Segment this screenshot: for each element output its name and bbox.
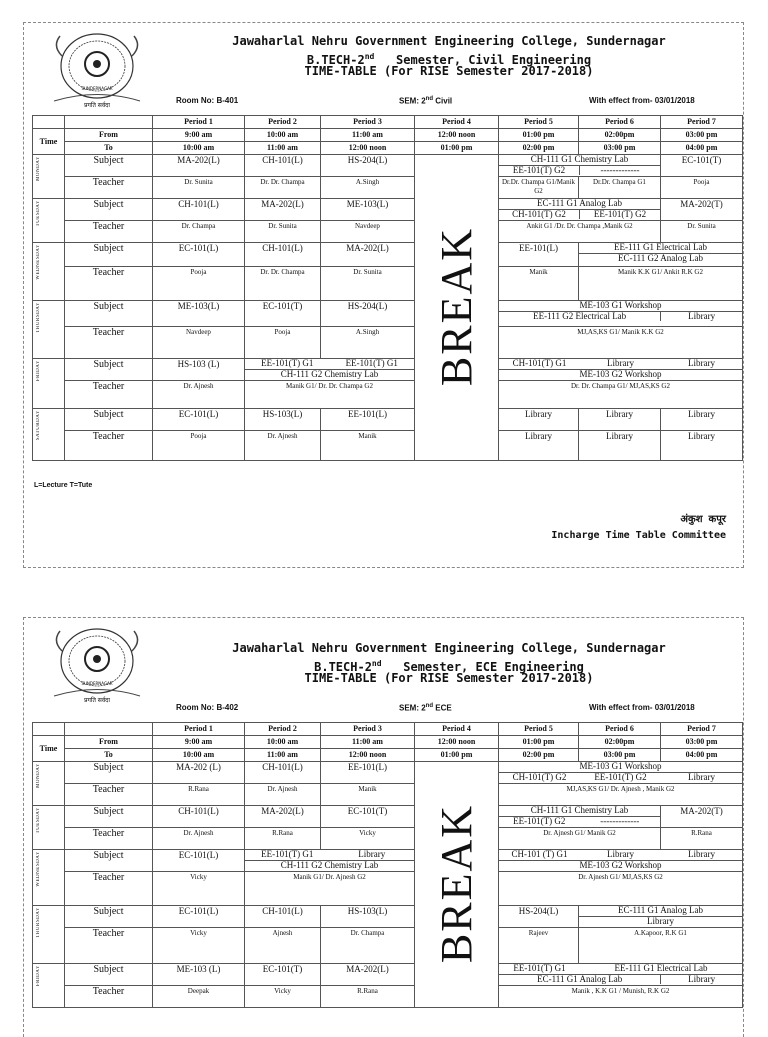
subject-split: EE-101(T) G1 [345, 358, 398, 368]
sem-suffix: Civil [433, 96, 453, 106]
subject-cell [499, 199, 661, 221]
period-header: Period 2 [245, 723, 321, 736]
teacher-cell: Manik G1/ Dr. Ajnesh G2 [245, 872, 415, 906]
row-label-subject: Subject [65, 243, 153, 267]
to-time: 11:00 am [245, 142, 321, 155]
teacher-cell: A.Kapoor, R.K G1 [579, 928, 743, 964]
row-label-teacher: Teacher [65, 784, 153, 806]
row-label-teacher: Teacher [65, 177, 153, 199]
row-label-subject: Subject [65, 762, 153, 784]
row-label-teacher: Teacher [65, 381, 153, 409]
subject-split: EC-111 G1 Analog Lab [537, 974, 623, 984]
to-time: 04:00 pm [661, 749, 743, 762]
teacher-cell: Library [499, 431, 579, 461]
to-time: 04:00 pm [661, 142, 743, 155]
from-time: 9:00 am [153, 736, 245, 749]
logo-motto: प्रगति सर्वदा [84, 102, 110, 109]
time-label: Time [33, 736, 65, 762]
subject-cell: CH-101(L) [245, 155, 321, 177]
subject-cell: ME-103(L) [153, 301, 245, 327]
sem-sup: nd [425, 703, 434, 709]
subject-cell: MA-202 (L) [153, 762, 245, 784]
signature-title: Incharge Time Table Committee [551, 530, 726, 541]
room-number: Room No: B-401 [176, 96, 239, 105]
to-time: 02:00 pm [499, 142, 579, 155]
teacher-cell: Navdeep [321, 221, 415, 243]
to-time: 02:00 pm [499, 749, 579, 762]
to-label: To [65, 749, 153, 762]
logo-place: SUNDERNAGAR [81, 86, 113, 91]
program-sup: nd [364, 52, 375, 61]
lab-line: ME-103 G2 Workshop [499, 860, 742, 870]
period-header: Period 5 [499, 116, 579, 129]
logo-place: SUNDERNAGAR [81, 681, 113, 686]
lab-line: CH-111 G1 Chemistry Lab [530, 805, 629, 815]
subject-cell: CH-101(L) [153, 806, 245, 828]
subject-cell [245, 850, 415, 872]
lab-line: EE-111 G1 Electrical Lab [613, 242, 708, 252]
to-time: 01:00 pm [415, 142, 499, 155]
subject-split: Library [688, 772, 715, 782]
subject-split: Library [358, 849, 386, 859]
from-time: 02:00pm [579, 129, 661, 142]
subject-cell: EC-101(L) [153, 409, 245, 431]
day-label: SATURDAY [36, 410, 41, 441]
day-label: FRIDAY [36, 965, 41, 987]
period-header: Period 3 [321, 723, 415, 736]
row-label-subject: Subject [65, 964, 153, 986]
day-cell [33, 243, 65, 301]
subject-cell: CH-101(L) [153, 199, 245, 221]
teacher-cell: Dr. Ajnesh G1/ MJ,AS,KS G2 [499, 872, 743, 906]
lab-line: ME-103 G2 Workshop [499, 369, 742, 379]
teacher-cell: Dr. Sunita [321, 267, 415, 301]
teacher-cell: Manik G1/ Dr. Dr. Champa G2 [245, 381, 415, 409]
to-time: 10:00 am [153, 749, 245, 762]
subject-cell: EC-101(T) [321, 806, 415, 828]
teacher-cell: R.Rana [661, 828, 743, 850]
row-label-subject: Subject [65, 806, 153, 828]
teacher-cell: Manik K.K G1/ Ankit R.K G2 [579, 267, 743, 301]
from-time: 03:00 pm [661, 129, 743, 142]
subject-cell: MA-202(L) [321, 243, 415, 267]
lab-line: Library [579, 916, 742, 926]
teacher-cell: Rajeev [499, 928, 579, 964]
teacher-cell: Dr. Sunita [661, 221, 743, 243]
day-cell [33, 806, 65, 850]
to-time: 11:00 am [245, 749, 321, 762]
to-label: To [65, 142, 153, 155]
signature-hindi: अंकुश कपूर [680, 514, 726, 525]
timetable-title: TIME-TABLE (For RISE Semester 2017-2018) [304, 671, 594, 685]
subject-cell: CH-101(L) [245, 243, 321, 267]
break-column [415, 762, 499, 1008]
program-sup: nd [371, 659, 382, 668]
teacher-cell: Library [661, 431, 743, 461]
subject-cell [499, 301, 743, 327]
day-cell [33, 964, 65, 1008]
sem-prefix: SEM: 2 [399, 703, 426, 713]
to-time: 12:00 noon [321, 142, 415, 155]
teacher-cell: Dr. Champa [321, 928, 415, 964]
teacher-cell: Vicky [153, 928, 245, 964]
college-name: Jawaharlal Nehru Government Engineering College, Sundernagar [232, 34, 666, 48]
teacher-cell: Vicky [153, 872, 245, 906]
subject-split: CH-101(T) G2 [512, 772, 567, 782]
subject-cell: EE-101(L) [321, 409, 415, 431]
from-time: 03:00 pm [661, 736, 743, 749]
period-header: Period 6 [579, 723, 661, 736]
subject-cell: ME-103 (L) [153, 964, 245, 986]
lab-line: CH-111 G1 Chemistry Lab [530, 154, 629, 164]
day-label: MONDAY [36, 763, 41, 789]
lab-line: EC-111 G1 Analog Lab [617, 905, 704, 915]
timetable-grid [32, 115, 743, 461]
subject-split: EE-101(T) G2 [513, 816, 566, 826]
teacher-cell: Dr.Dr. Champa G1/Manik G2 [499, 177, 579, 199]
period-header: Period 1 [153, 116, 245, 129]
sem-sup: nd [425, 96, 434, 102]
logo-motto: प्रगति सर्वदा [84, 697, 110, 704]
from-time: 12:00 noon [415, 129, 499, 142]
row-label-subject: Subject [65, 199, 153, 221]
teacher-cell: A.Singh [321, 327, 415, 359]
teacher-cell: Ankit G1 /Dr. Dr. Champa ,Manik G2 [499, 221, 661, 243]
teacher-cell: A.Singh [321, 177, 415, 199]
period-header: Period 4 [415, 116, 499, 129]
period-header: Period 2 [245, 116, 321, 129]
subject-cell [499, 806, 661, 828]
subject-split: EE-101(T) G1 [261, 358, 314, 368]
day-label: WEDNESDAY [36, 851, 41, 887]
row-label-teacher: Teacher [65, 928, 153, 964]
subject-cell: Library [579, 409, 661, 431]
teacher-cell: R.Rana [153, 784, 245, 806]
timetable-title: TIME-TABLE (For RISE Semester 2017-2018) [304, 64, 594, 78]
teacher-cell: Manik , K.K G1 / Munish, R.K G2 [499, 986, 743, 1008]
college-logo [42, 621, 152, 705]
day-cell [33, 359, 65, 409]
timetable-grid [32, 722, 743, 1008]
day-label: THURSDAY [36, 907, 41, 938]
from-label: From [65, 129, 153, 142]
row-label-subject: Subject [65, 301, 153, 327]
to-time: 03:00 pm [579, 749, 661, 762]
row-label-subject: Subject [65, 155, 153, 177]
teacher-cell: Library [579, 431, 661, 461]
from-time: 01:00 pm [499, 736, 579, 749]
teacher-cell: Pooja [153, 431, 245, 461]
subject-cell [499, 850, 743, 872]
from-time: 10:00 am [245, 736, 321, 749]
row-label-teacher: Teacher [65, 221, 153, 243]
subject-split: CH-101 (T) G1 [511, 849, 568, 859]
break-label: BREAK [431, 803, 481, 964]
period-header: Period 3 [321, 116, 415, 129]
teacher-cell: R.Rana [321, 986, 415, 1008]
teacher-cell: Manik [499, 267, 579, 301]
semester [399, 703, 452, 713]
teacher-cell: Ajnesh [245, 928, 321, 964]
signature-block [551, 512, 726, 544]
from-time: 01:00 pm [499, 129, 579, 142]
break-label: BREAK [431, 226, 481, 387]
sem-prefix: SEM: 2 [399, 96, 426, 106]
program-prefix: B.TECH-2 [314, 660, 372, 674]
subject-cell: MA-202(L) [153, 155, 245, 177]
subject-cell: EE-101(L) [321, 762, 415, 784]
day-cell [33, 155, 65, 199]
subject-cell: MA-202(L) [245, 199, 321, 221]
teacher-cell: Pooja [153, 267, 245, 301]
program-prefix: B.TECH-2 [306, 53, 365, 67]
lab-line: EC-111 G1 Analog Lab [536, 198, 623, 208]
from-time: 11:00 am [321, 736, 415, 749]
subject-cell: MA-202(L) [321, 964, 415, 986]
period-header: Period 4 [415, 723, 499, 736]
period-header: Period 6 [579, 116, 661, 129]
subject-split: Library [688, 849, 715, 859]
subject-split: CH-101(T) G1 [512, 358, 567, 368]
program-suffix: Semester, Civil Engineering [396, 53, 592, 67]
to-time: 01:00 pm [415, 749, 499, 762]
day-cell [33, 301, 65, 359]
from-label: From [65, 736, 153, 749]
row-label-subject: Subject [65, 906, 153, 928]
teacher-cell: Dr. Sunita [153, 177, 245, 199]
day-cell [33, 906, 65, 964]
day-label: TUESDAY [36, 200, 41, 227]
subject-cell: CH-101(L) [245, 906, 321, 928]
lab-line: ME-103 G1 Workshop [579, 761, 662, 771]
subject-cell: ME-103(L) [321, 199, 415, 221]
subject-split: Library [660, 312, 742, 321]
subject-cell: EC-101(L) [153, 850, 245, 872]
teacher-cell: Pooja [245, 327, 321, 359]
subject-cell: MA-202(T) [661, 806, 743, 828]
subject-split: EE-111 G1 Electrical Lab [614, 963, 708, 973]
from-time: 02:00pm [579, 736, 661, 749]
teacher-cell: Dr. Ajnesh [153, 828, 245, 850]
effective-date: With effect from- 03/01/2018 [589, 703, 695, 712]
timetable-sheet-civil [23, 22, 744, 568]
to-time: 12:00 noon [321, 749, 415, 762]
subject-cell [579, 243, 743, 267]
day-label: TUESDAY [36, 807, 41, 834]
row-label-teacher: Teacher [65, 828, 153, 850]
from-time: 11:00 am [321, 129, 415, 142]
subject-split: Library [688, 358, 715, 368]
lab-line: ME-103 G1 Workshop [579, 300, 662, 310]
from-time: 9:00 am [153, 129, 245, 142]
subject-cell: HS-204(L) [321, 301, 415, 327]
subject-split: EE-101(T) G2 [512, 165, 566, 175]
teacher-cell: Dr. Sunita [245, 221, 321, 243]
day-label: WEDNESDAY [36, 244, 41, 280]
teacher-cell: Dr. Ajnesh [245, 431, 321, 461]
college-logo [42, 26, 152, 110]
teacher-cell: Navdeep [153, 327, 245, 359]
teacher-cell: R.Rana [245, 828, 321, 850]
subject-cell: EE-101(L) [499, 243, 579, 267]
teacher-cell: Vicky [245, 986, 321, 1008]
teacher-cell: Deepak [153, 986, 245, 1008]
day-label: MONDAY [36, 156, 41, 182]
teacher-cell: Vicky [321, 828, 415, 850]
timetable-sheet-ece [23, 617, 744, 1037]
subject-split: EE-101(T) G2 [594, 772, 647, 782]
teacher-cell: Manik [321, 431, 415, 461]
teacher-cell: Dr. Ajnesh [245, 784, 321, 806]
subject-cell: MA-202(L) [245, 806, 321, 828]
subject-split: Library [660, 975, 742, 984]
teacher-cell: Dr. Dr. Champa [245, 267, 321, 301]
to-time: 10:00 am [153, 142, 245, 155]
subject-split: EE-101(T) G1 [513, 963, 566, 973]
period-header: Period 7 [661, 723, 743, 736]
subject-cell [499, 964, 743, 986]
subject-cell: Library [499, 409, 579, 431]
break-column [415, 155, 499, 461]
subject-cell [499, 155, 661, 177]
teacher-cell: Dr. Dr. Champa G1/ MJ,AS,KS G2 [499, 381, 743, 409]
subject-split: EE-111 G2 Electrical Lab [533, 311, 627, 321]
subject-split: Library [607, 358, 634, 368]
day-cell [33, 199, 65, 243]
teacher-cell: Dr.Dr. Champa G1 [579, 177, 661, 199]
lab-line: EC-111 G2 Analog Lab [579, 253, 742, 263]
subject-cell [579, 906, 743, 928]
subject-cell: HS-103(L) [245, 409, 321, 431]
lab-line: CH-111 G2 Chemistry Lab [245, 369, 414, 379]
sem-suffix: ECE [433, 703, 452, 713]
subject-cell: Library [661, 409, 743, 431]
subject-split: EE-101(T) G2 [579, 210, 660, 219]
day-label: THURSDAY [36, 302, 41, 333]
row-label-subject: Subject [65, 409, 153, 431]
from-time: 12:00 noon [415, 736, 499, 749]
program-suffix: Semester, ECE Engineering [403, 660, 584, 674]
time-label: Time [33, 129, 65, 155]
effective-date: With effect from- 03/01/2018 [589, 96, 695, 105]
subject-cell: EC-101(T) [245, 301, 321, 327]
subject-split: EE-101(T) G1 [261, 849, 314, 859]
day-cell [33, 762, 65, 806]
subject-cell: HS-204(L) [499, 906, 579, 928]
subject-split: ------------- [600, 816, 640, 826]
subject-cell: CH-101(L) [245, 762, 321, 784]
subject-cell: EC-101(T) [245, 964, 321, 986]
subject-cell: HS-204(L) [321, 155, 415, 177]
subject-cell: HS-103 (L) [153, 359, 245, 381]
teacher-cell: Manik [321, 784, 415, 806]
semester [399, 96, 452, 106]
row-label-teacher: Teacher [65, 431, 153, 461]
period-header: Period 7 [661, 116, 743, 129]
subject-cell: EC-101(T) [661, 155, 743, 177]
subject-split: CH-101(T) G2 [512, 209, 566, 219]
row-label-subject: Subject [65, 359, 153, 381]
subject-cell [499, 359, 743, 381]
teacher-cell: Dr. Champa [153, 221, 245, 243]
from-time: 10:00 am [245, 129, 321, 142]
legend: L=Lecture T=Tute [34, 482, 93, 489]
lab-line: CH-111 G2 Chemistry Lab [245, 860, 414, 870]
day-cell [33, 850, 65, 906]
subject-split: ------------- [579, 166, 660, 175]
row-label-teacher: Teacher [65, 267, 153, 301]
subject-split: Library [607, 849, 634, 859]
subject-cell: HS-103(L) [321, 906, 415, 928]
subject-cell: EC-101(L) [153, 243, 245, 267]
college-name: Jawaharlal Nehru Government Engineering College, Sundernagar [232, 641, 666, 655]
day-cell [33, 409, 65, 461]
row-label-teacher: Teacher [65, 986, 153, 1008]
teacher-cell: MJ,AS,KS G1/ Manik K.K G2 [499, 327, 743, 359]
day-label: FRIDAY [36, 360, 41, 382]
row-label-teacher: Teacher [65, 327, 153, 359]
teacher-cell: Dr. Ajnesh [153, 381, 245, 409]
period-header: Period 5 [499, 723, 579, 736]
subject-cell [499, 762, 743, 784]
row-label-subject: Subject [65, 850, 153, 872]
row-label-teacher: Teacher [65, 872, 153, 906]
teacher-cell: MJ,AS,KS G1/ Dr. Ajnesh , Manik G2 [499, 784, 743, 806]
to-time: 03:00 pm [579, 142, 661, 155]
teacher-cell: Dr. Dr. Champa [245, 177, 321, 199]
subject-cell: MA-202(T) [661, 199, 743, 221]
period-header: Period 1 [153, 723, 245, 736]
subject-cell [245, 359, 415, 381]
teacher-cell: Dr. Ajnesh G1/ Manik G2 [499, 828, 661, 850]
room-number: Room No: B-402 [176, 703, 239, 712]
teacher-cell: Pooja [661, 177, 743, 199]
subject-cell: EC-101(L) [153, 906, 245, 928]
